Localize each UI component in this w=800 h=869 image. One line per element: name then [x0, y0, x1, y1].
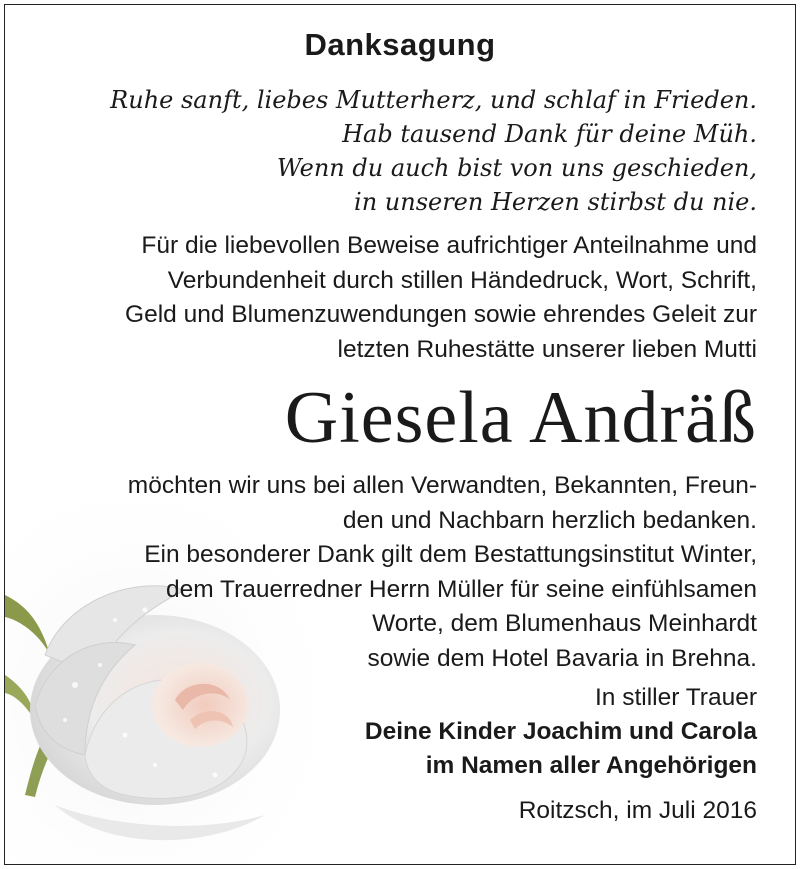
poem-line: Wenn du auch bist von uns geschieden, [276, 154, 757, 182]
thanks-paragraph-main [128, 469, 757, 676]
text-line: Ein besonderer Dank gilt dem Bestattungsinstitut Winter, [144, 541, 757, 568]
text-line: Für die liebevollen Beweise aufrichtiger Anteilnahme und [141, 232, 757, 259]
text-line: Worte, dem Blumenhaus Meinhardt [372, 610, 757, 637]
poem [110, 83, 757, 219]
text-line: den und Nachbarn herzlich bedanken. [342, 506, 757, 534]
signature-family: im Namen aller Angehörigen [425, 752, 757, 779]
text-line: Geld und Blumenzuwendungen sowie ehrendes Geleit zur [125, 301, 757, 328]
notice-title: Danksagung [304, 27, 496, 62]
poem-line: in unseren Herzen stirbst du nie. [354, 188, 757, 216]
signature-block [365, 681, 757, 783]
text-line: möchten wir uns bei allen Verwandten, Bekannten, Freun- [127, 472, 757, 499]
poem-line: Ruhe sanft, liebes Mutterherz, und schlaf in Frieden. [110, 86, 757, 114]
signature-intro: In stiller Trauer [594, 684, 757, 711]
text-line: letzten Ruhestätte unserer lieben Mutti [337, 335, 757, 363]
text-line: dem Trauerredner Herrn Müller für seine einfühlsamen [166, 575, 757, 603]
deceased-name: Giesela Andräß [284, 377, 757, 459]
notice-frame [4, 4, 796, 865]
signature-names: Deine Kinder Joachim und Carola [364, 718, 757, 745]
text-line: sowie dem Hotel Bavaria in Brehna. [367, 644, 757, 672]
poem-line: Hab tausend Dank für deine Müh. [342, 120, 757, 148]
place-date: Roitzsch, im Juli 2016 [518, 797, 757, 824]
thanks-paragraph-intro [125, 229, 757, 367]
text-line: Verbundenheit durch stillen Händedruck, Wort, Schrift, [167, 266, 757, 294]
